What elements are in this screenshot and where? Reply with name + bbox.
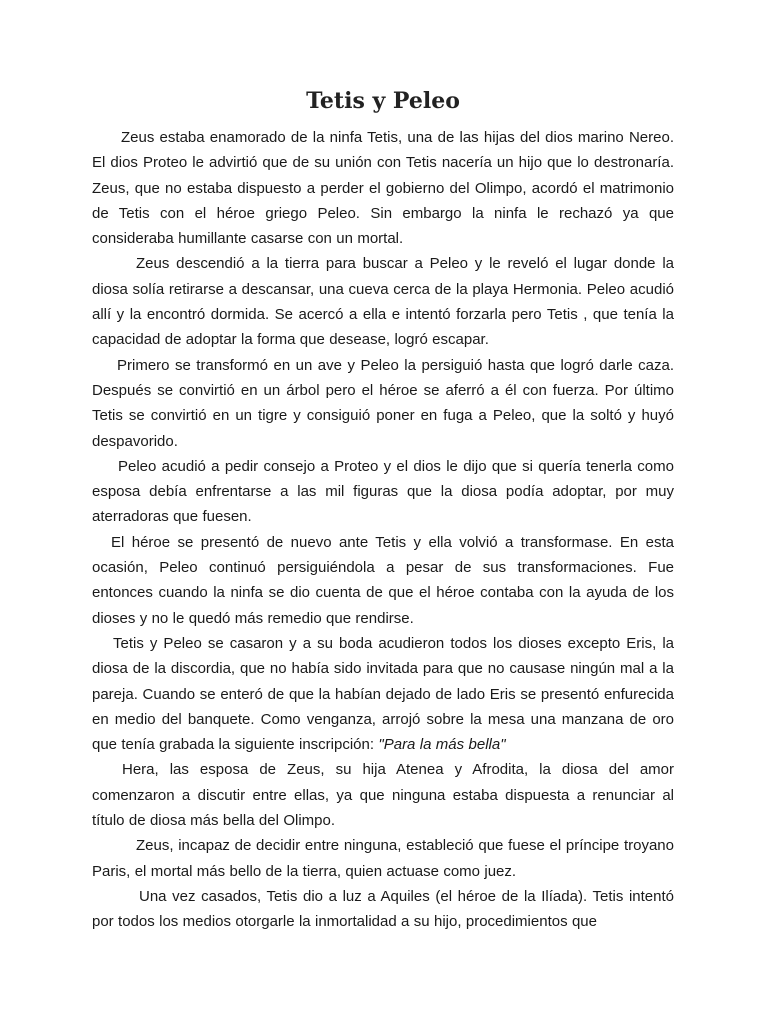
document-page bbox=[92, 86, 674, 935]
document-title: Tetis y Peleo bbox=[306, 88, 460, 114]
paragraph-3: Primero se transformó en un ave y Peleo la persiguió hasta que logró darle caza. Después se convirtió en un árbol pero el héroe se aferró a él con fuerza. Por último Tetis se convirtió en un tigre y consiguió poner en fuga a Peleo, que la soltó y huyó despavorido. bbox=[92, 356, 674, 450]
paragraph-2: Zeus descendió a la tierra para buscar a Peleo y le reveló el lugar donde la diosa solía retirarse a descansar, una cueva cerca de la playa Hermonia. Peleo acudió allí y la encontró dormida. Se acercó a ella e intentó forzarla pero Tetis , que tenía la capacidad de adoptar la forma que desease, logró escapar. bbox=[92, 255, 674, 349]
inscription-quote: "Para la más bella" bbox=[378, 736, 506, 754]
paragraph-8: Zeus, incapaz de decidir entre ninguna, estableció que fuese el príncipe troyano Paris, el mortal más bello de la tierra, quien actuase como juez. bbox=[92, 837, 674, 880]
paragraph-7: Hera, las esposa de Zeus, su hija Atenea y Afrodita, la diosa del amor comenzaron a discutir entre ellas, ya que ninguna estaba dispuesta a renunciar al título de diosa más bella del Olimpo. bbox=[92, 761, 674, 830]
paragraph-9: Una vez casados, Tetis dio a luz a Aquiles (el héroe de la Ilíada). Tetis intentó por todos los medios otorgarle la inmortalidad a su hijo, procedimientos que bbox=[92, 887, 674, 931]
paragraph-6 bbox=[92, 631, 674, 757]
paragraph-1: Zeus estaba enamorado de la ninfa Tetis, una de las hijas del dios marino Nereo. El dios Proteo le advirtió que de su unión con Tetis nacería un hijo que lo destronaría. Zeus, que no estaba dispuesto a perder el gobierno del Olimpo, acordó el matrimonio de Tetis con el héroe griego Peleo. Sin embargo la ninfa le rechazó ya que consideraba humillante casarse con un mortal. bbox=[92, 129, 674, 248]
paragraph-4: Peleo acudió a pedir consejo a Proteo y el dios le dijo que si quería tenerla como esposa debía enfrentarse a las mil figuras que la diosa podía adoptar, por muy aterradoras que fuesen. bbox=[92, 457, 674, 526]
paragraph-5: El héroe se presentó de nuevo ante Tetis y ella volvió a transformase. En esta ocasión, Peleo continuó persiguiéndola a pesar de sus transformaciones. Fue entonces cuando la ninfa se dio cuenta de que el héroe contaba con la ayuda de los dioses y no le quedó más remedio que rendirse. bbox=[92, 533, 674, 627]
paragraph-6-text: Tetis y Peleo se casaron y a su boda acudieron todos los dioses excepto Eris, la diosa de la discordia, que no había sido invitada para que no causase ningún mal a la pareja. Cuando se enteró de que la habían dejado de lado Eris se presentó enfurecida en medio del banquete. Como venganza, arrojó sobre la mesa una manzana de oro que tenía grabada la siguiente inscripción: bbox=[92, 634, 674, 754]
